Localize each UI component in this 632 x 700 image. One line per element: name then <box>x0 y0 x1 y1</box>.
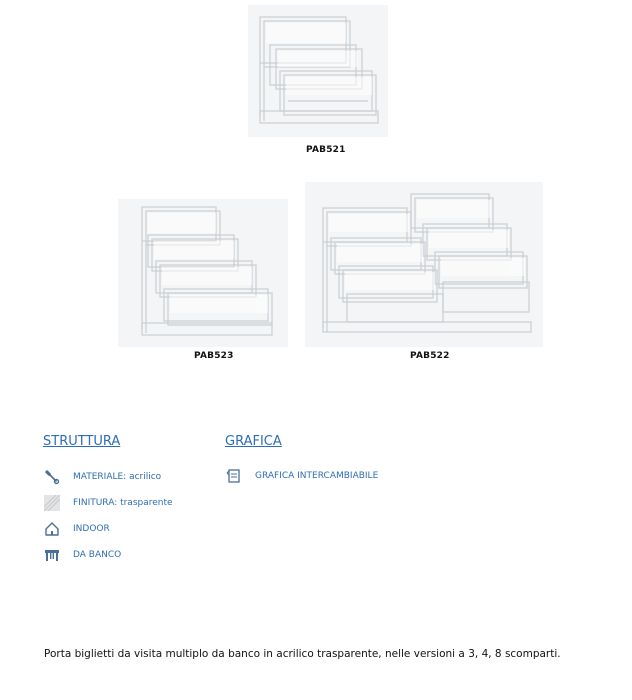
struttura-heading: STRUTTURA <box>43 434 121 449</box>
texture-swatch-icon <box>44 495 60 511</box>
feature-label-materiale: MATERIALE: acrilico <box>73 472 162 482</box>
interchangeable-graphic-icon <box>226 468 242 484</box>
product-image-pab522 <box>305 182 543 347</box>
table-icon <box>44 547 60 563</box>
feature-label-finitura: FINITURA: trasparente <box>73 498 173 508</box>
product-code-pab523: PAB523 <box>194 351 234 361</box>
feature-materiale <box>44 469 161 485</box>
product-description: Porta biglietti da visita multiplo da banco in acrilico trasparente, nelle versioni a 3, 4, 8 scomparti. <box>44 648 561 660</box>
product-image-pab521 <box>248 5 388 137</box>
feature-grafica-intercambiabile <box>226 468 378 484</box>
feature-da-banco <box>44 547 121 563</box>
product-image-pab523 <box>118 199 288 347</box>
house-icon <box>44 521 60 537</box>
feature-indoor <box>44 521 110 537</box>
feature-finitura <box>44 495 173 511</box>
feature-label-da-banco: DA BANCO <box>73 550 122 560</box>
wrench-icon <box>44 469 60 485</box>
product-code-pab522: PAB522 <box>410 351 450 361</box>
feature-label-indoor: INDOOR <box>73 524 110 534</box>
grafica-heading: GRAFICA <box>225 434 282 449</box>
feature-label-grafica-intercambiabile: GRAFICA INTERCAMBIABILE <box>255 471 379 481</box>
product-code-pab521: PAB521 <box>306 145 346 155</box>
